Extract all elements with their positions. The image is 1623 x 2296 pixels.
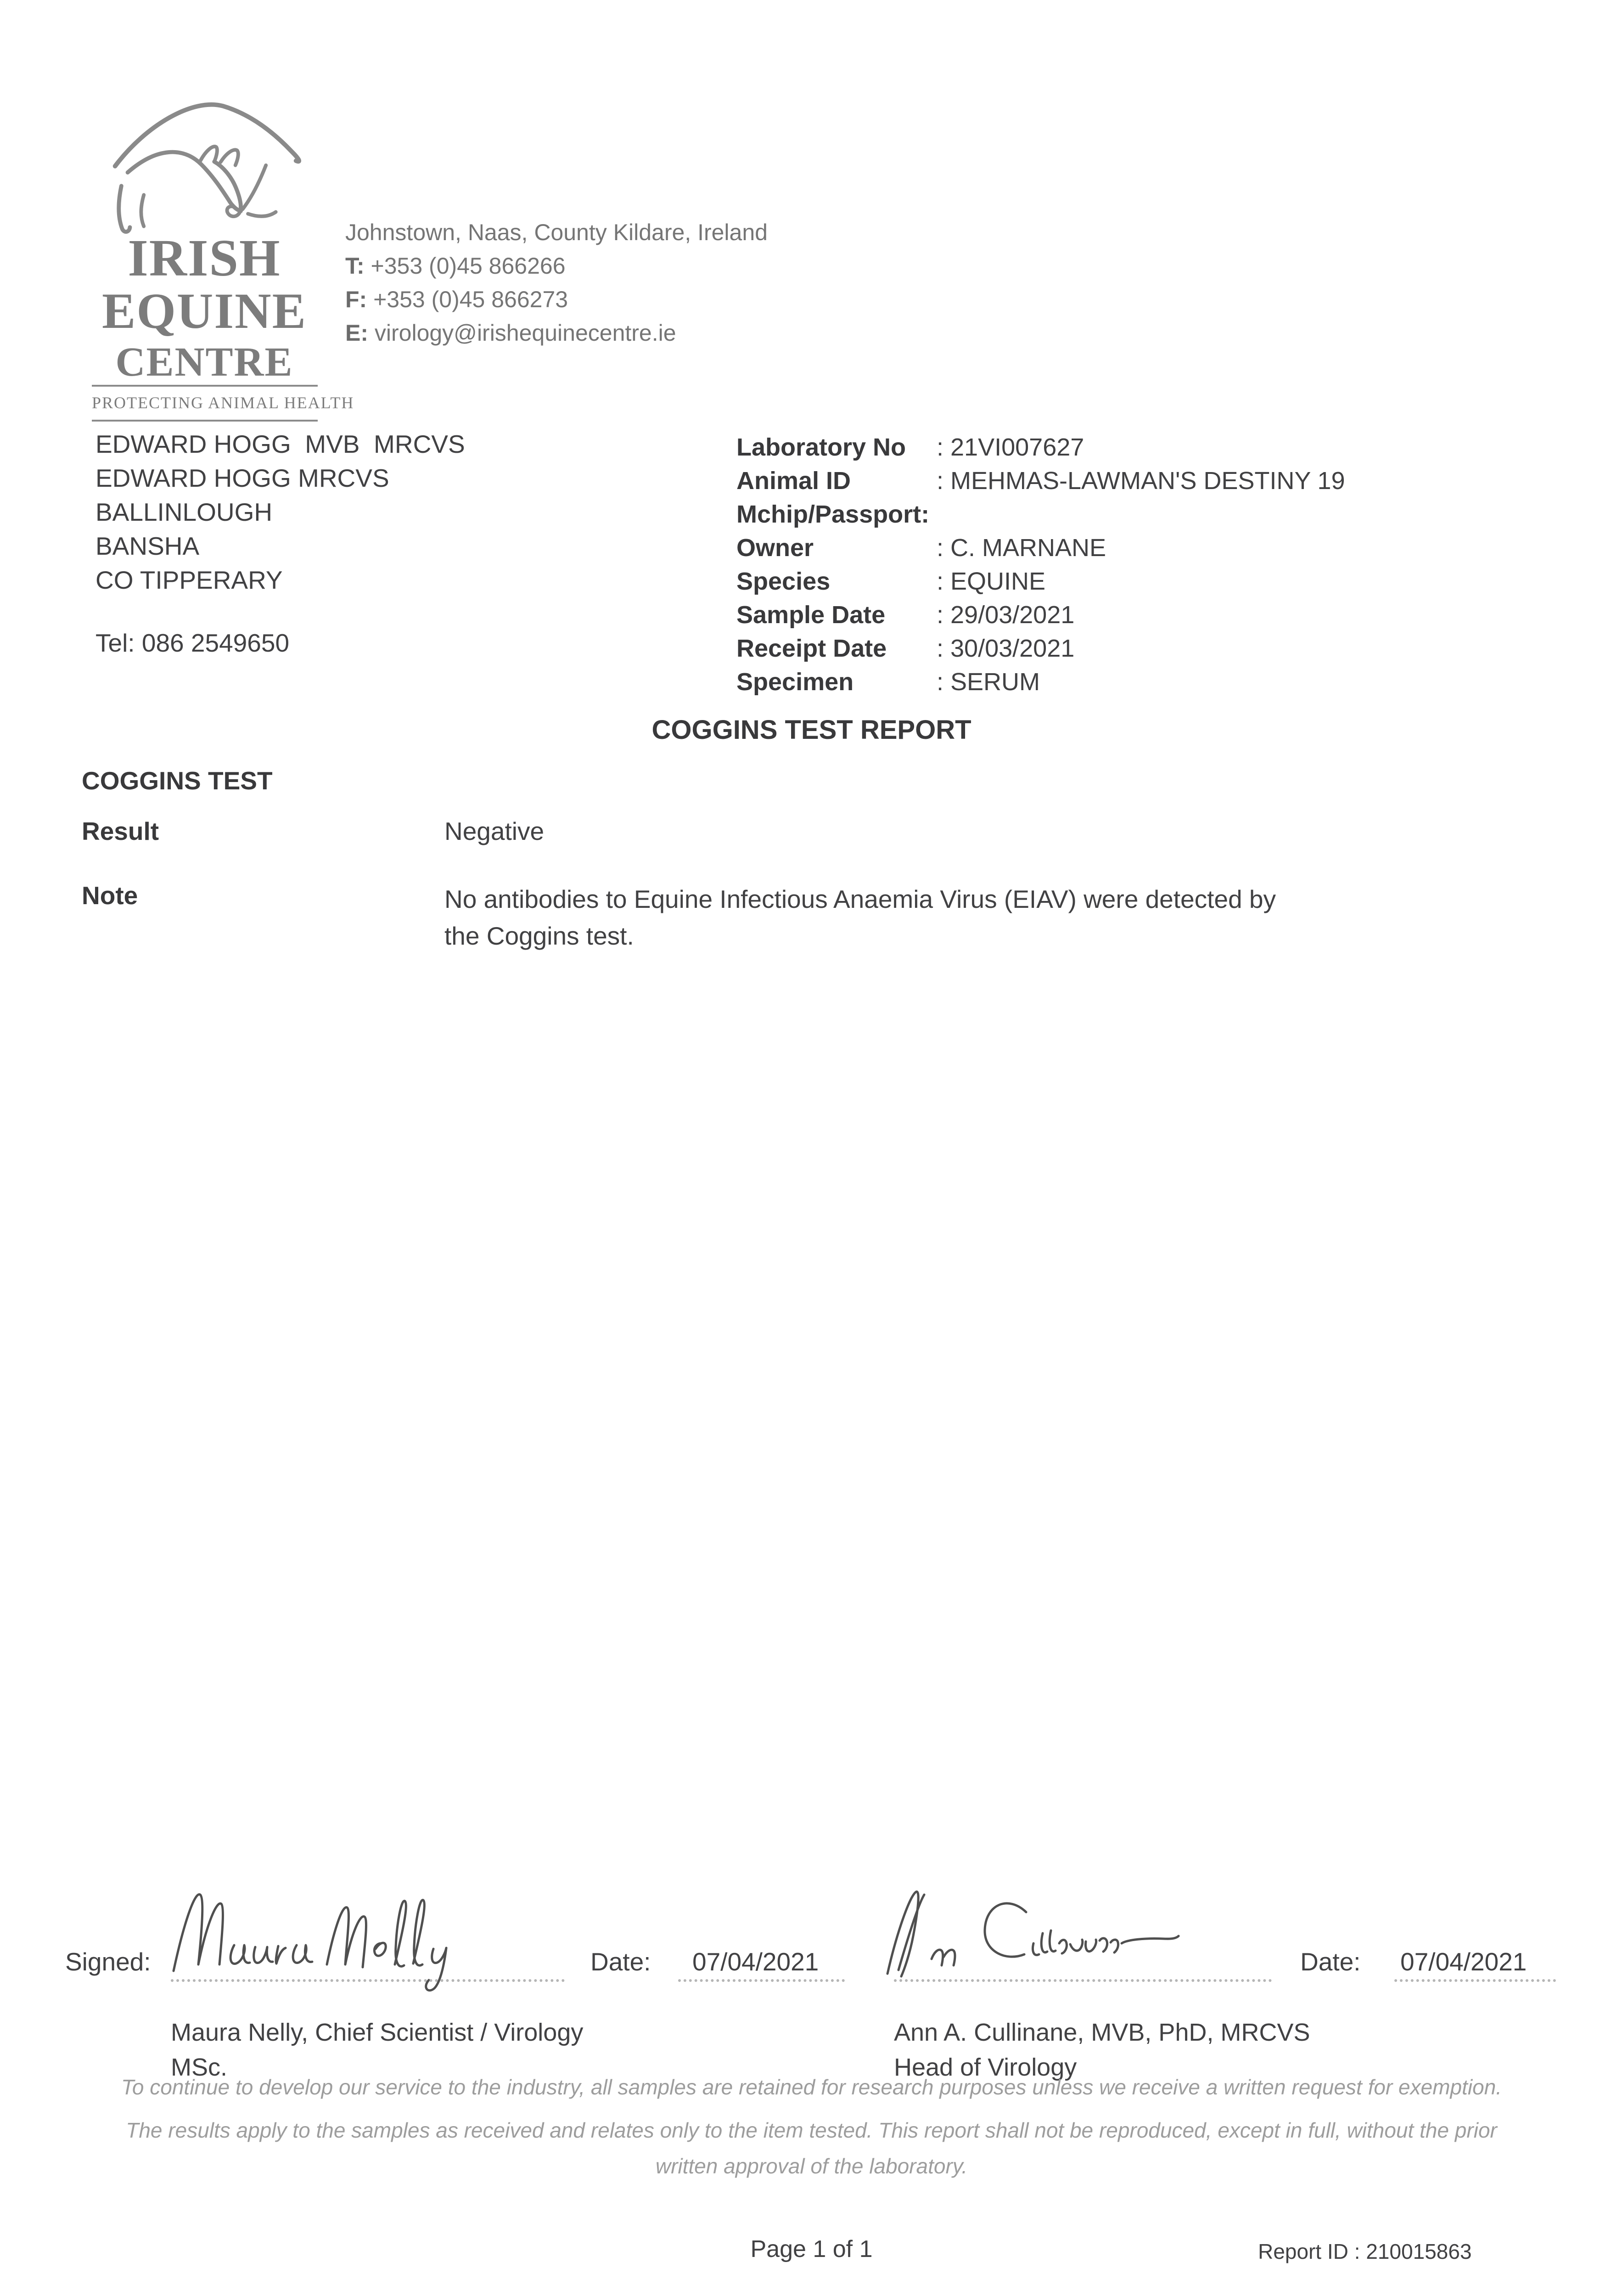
contact-email xyxy=(345,316,768,350)
recipient-line: CO TIPPERARY xyxy=(95,566,283,594)
contact-address: Johnstown, Naas, County Kildare, Ireland xyxy=(345,219,768,245)
sample-info-label: Laboratory No xyxy=(736,433,906,461)
sample-info-value: : 29/03/2021 xyxy=(937,601,1075,629)
note-text xyxy=(444,881,1276,954)
contact-email-prefix: E: xyxy=(345,320,368,346)
sample-info-value: : EQUINE xyxy=(937,568,1046,595)
recipient-line: BANSHA xyxy=(95,532,200,560)
contact-email-address: virology@irishequinecentre.ie xyxy=(368,320,676,346)
table-row xyxy=(736,531,1345,565)
sample-info-label: Sample Date xyxy=(736,601,886,629)
sample-info-label: Species xyxy=(736,568,831,595)
signer-credentials: Head of Virology xyxy=(894,2054,1077,2081)
sample-info-label: Animal ID xyxy=(736,467,851,495)
logo-wordmark-irish: IRISH xyxy=(128,229,281,287)
sample-info-label: Owner xyxy=(736,534,814,562)
date-value: 07/04/2021 xyxy=(1400,1947,1527,1976)
result-label: Result xyxy=(82,817,159,845)
note-label: Note xyxy=(82,881,138,910)
sample-info-table xyxy=(736,431,1345,699)
date-dotted-line xyxy=(1394,1979,1556,1982)
table-row xyxy=(736,632,1345,665)
signature-dotted-line xyxy=(171,1979,565,1982)
date-label: Date: xyxy=(1300,1947,1361,1976)
recipient-line: BALLINLOUGH xyxy=(95,498,273,526)
table-row xyxy=(736,498,1345,531)
date-dotted-line xyxy=(678,1979,845,1982)
contact-fax-number: +353 (0)45 866273 xyxy=(367,287,568,312)
recipient-telephone: Tel: 086 2549650 xyxy=(95,629,290,657)
date-value: 07/04/2021 xyxy=(692,1947,819,1976)
table-row xyxy=(736,565,1345,598)
page-title: COGGINS TEST REPORT xyxy=(651,715,972,745)
sample-info-value: : SERUM xyxy=(937,668,1040,696)
logo-wordmark-equine: EQUINE xyxy=(102,283,307,339)
page-number: Page 1 of 1 xyxy=(750,2236,873,2262)
report-id: Report ID : 210015863 xyxy=(1258,2240,1472,2263)
sample-info-label: Receipt Date xyxy=(736,635,887,662)
disclaimer-line: To continue to develop our service to the industry, all samples are retained for research purposes unless we receive a written request for exemption. xyxy=(121,2075,1502,2099)
contact-fax xyxy=(345,283,768,316)
table-row xyxy=(736,464,1345,498)
result-value: Negative xyxy=(444,817,545,845)
signature-dotted-line xyxy=(894,1979,1272,1982)
contact-fax-prefix: F: xyxy=(345,287,367,312)
date-label: Date: xyxy=(590,1947,651,1976)
contact-phone-number: +353 (0)45 866266 xyxy=(364,253,566,279)
table-row xyxy=(736,598,1345,632)
table-row xyxy=(736,665,1345,699)
recipient-line: EDWARD HOGG MRCVS xyxy=(95,464,389,492)
note-text-line: No antibodies to Equine Infectious Anaemia Virus (EIAV) were detected by xyxy=(444,885,1276,913)
recipient-address-block xyxy=(95,427,465,597)
contact-phone-prefix: T: xyxy=(345,253,365,279)
table-row xyxy=(736,431,1345,464)
signed-label: Signed: xyxy=(65,1947,151,1976)
note-text-line: the Coggins test. xyxy=(444,922,634,950)
contact-phone xyxy=(345,249,768,283)
ann-cullinane-signature xyxy=(870,1874,1224,1993)
disclaimer-line: The results apply to the samples as received and relates only to the item tested. This report shall not be reproduced, except in full, without the prior xyxy=(126,2118,1497,2142)
sample-info-value: : 30/03/2021 xyxy=(937,635,1075,662)
maura-nelly-signature xyxy=(165,1855,500,1993)
logo-tagline: PROTECTING ANIMAL HEALTH xyxy=(92,385,318,422)
disclaimer-line: written approval of the laboratory. xyxy=(655,2154,968,2178)
sample-info-label: Specimen xyxy=(736,668,854,696)
contact-block xyxy=(345,216,768,350)
signer-name-title: Ann A. Cullinane, MVB, PhD, MRCVS xyxy=(894,2019,1310,2046)
sample-info-label: Mchip/Passport: xyxy=(736,501,930,528)
logo-wordmark-centre: CENTRE xyxy=(115,339,293,385)
sample-info-value: : C. MARNANE xyxy=(937,534,1106,562)
section-title-coggins-test: COGGINS TEST xyxy=(82,766,273,795)
signer-credentials: MSc. xyxy=(171,2054,228,2081)
sample-info-value: : MEHMAS-LAWMAN'S DESTINY 19 xyxy=(937,467,1345,495)
recipient-line: EDWARD HOGG MVB MRCVS xyxy=(95,430,465,458)
sample-info-value: : 21VI007627 xyxy=(937,433,1084,461)
signer-name-title: Maura Nelly, Chief Scientist / Virology xyxy=(171,2019,584,2046)
horse-logo-icon xyxy=(108,92,310,235)
